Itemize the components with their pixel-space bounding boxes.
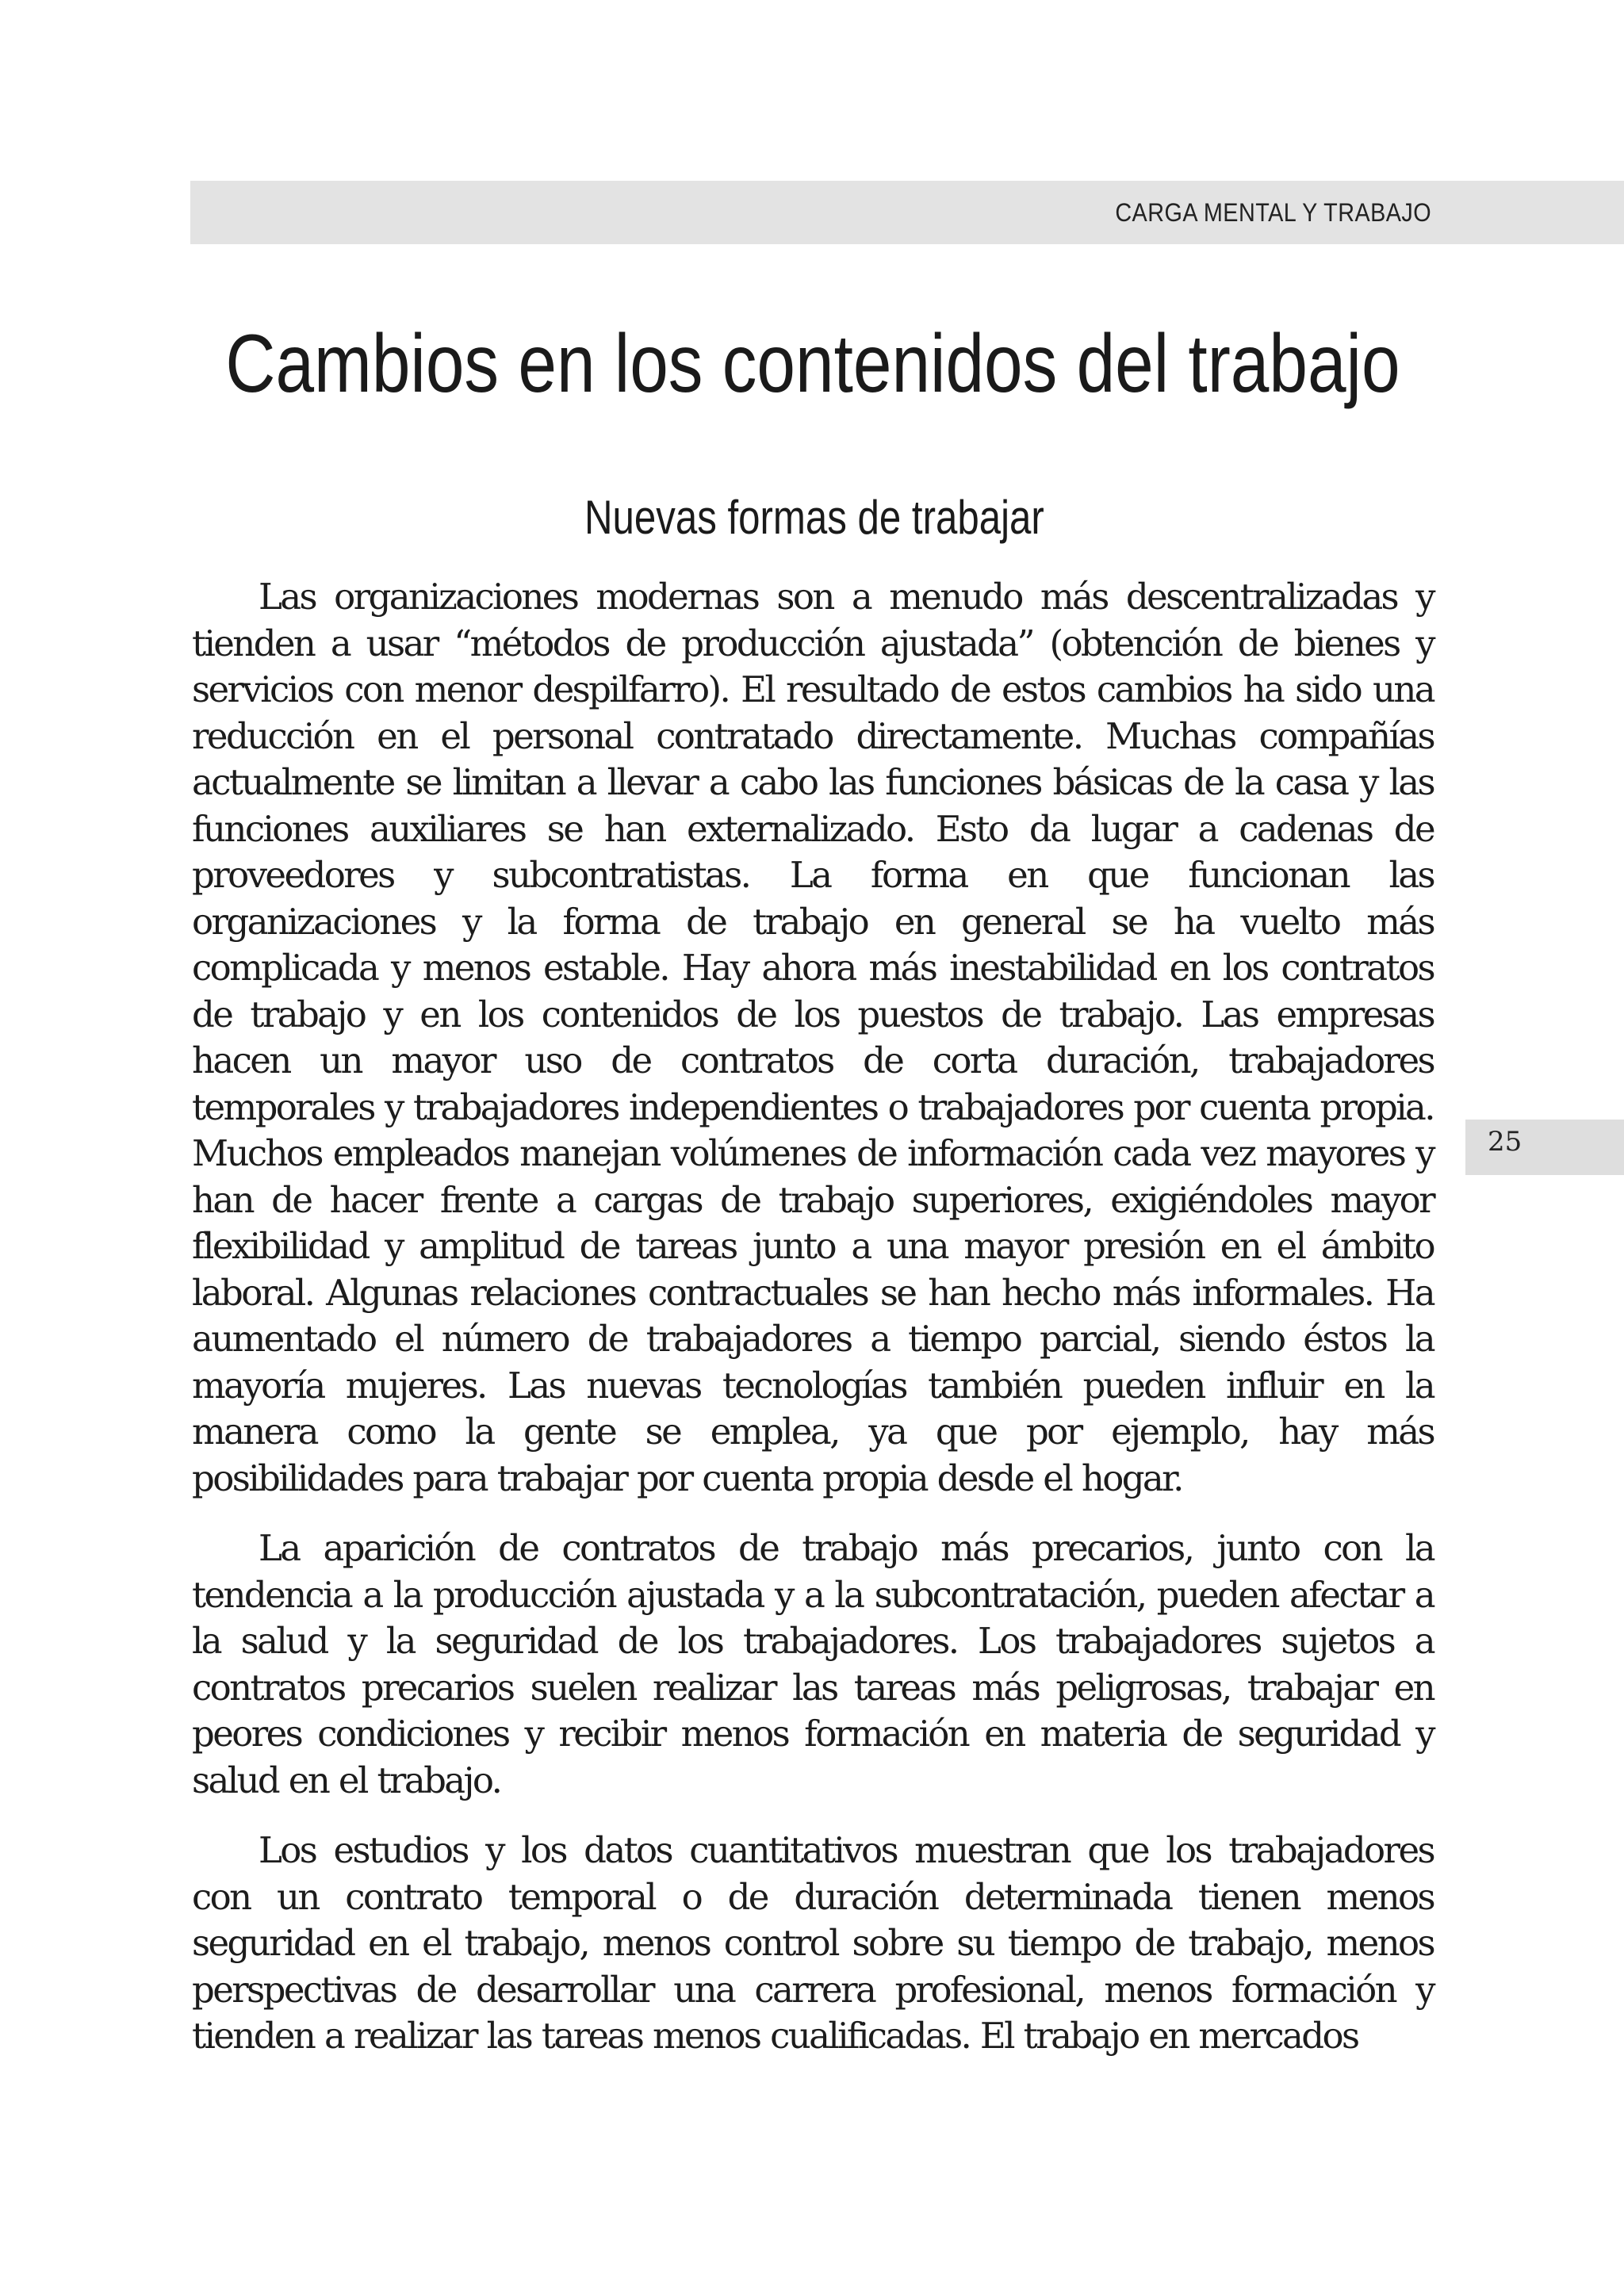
body-text (192, 574, 1434, 2084)
paragraph: La aparición de contratos de trabajo más precarios, junto con la tendencia a la producción ajustada y a la subcontratación, pueden afectar a la salud y la seguridad de los trabajadores. Los trabajadores sujetos a contratos precarios suelen realizar las tareas más peligrosas, trabajar en peores condiciones y recibir menos formación en materia de seguridad y salud en el trabajo. (192, 1527, 1434, 1801)
paragraph: Las organizaciones modernas son a menudo más descentralizadas y tienden a usar “métodos de producción ajustada” (obtención de bienes y servicios con menor despilfarro). El resultado de estos cambios ha sido una reducción en el personal contratado directamente. Muchas compañías actualmente se limitan a llevar a cabo las funciones básicas de la casa y las funciones auxiliares se han externalizado. Esto da lugar a cadenas de proveedores y subcontratistas. La forma en que funcionan las organizaciones y la forma de trabajo en general se ha vuelto más complicada y menos estable. Hay ahora más inestabilidad en los contratos de trabajo y en los contenidos de los puestos de trabajo. Las empresas hacen un mayor uso de contratos de corta duración, trabajadores temporales y trabajadores independientes o trabajadores por cuenta propia. Muchos empleados manejan volúmenes de información cada vez mayores y han de hacer frente a cargas de trabajo superiores, exigiéndoles mayor flexibilidad y amplitud de tareas junto a una mayor presión en el ámbito laboral. Algunas relaciones contractuales se han hecho más informales. Ha aumentado el número de trabajadores a tiempo parcial, siendo éstos la mayoría mujeres. Las nuevas tecnologías también pueden influir en la manera como la gente se emplea, ya que por ejemplo, hay más posibilidades para trabajar por cuenta propia desde el hogar. (192, 576, 1434, 1499)
running-header (190, 181, 1624, 244)
running-header-title: CARGA MENTAL Y TRABAJO (1115, 198, 1431, 227)
section-title: Nuevas formas de trabajar (584, 491, 1044, 544)
page-number-tab (1465, 1120, 1624, 1175)
paragraph: Los estudios y los datos cuantitativos muestran que los trabajadores con un contrato temporal o de duración determinada tienen menos seguridad en el trabajo, menos control sobre su tiempo de trabajo, menos perspectivas de desarrollar una carrera profesional, menos formación y tienden a realizar las tareas menos cualificadas. El trabajo en mercados (192, 1829, 1434, 2057)
chapter-title: Cambios en los contenidos del trabajo (225, 318, 1400, 410)
page-number: 25 (1488, 1126, 1522, 1158)
